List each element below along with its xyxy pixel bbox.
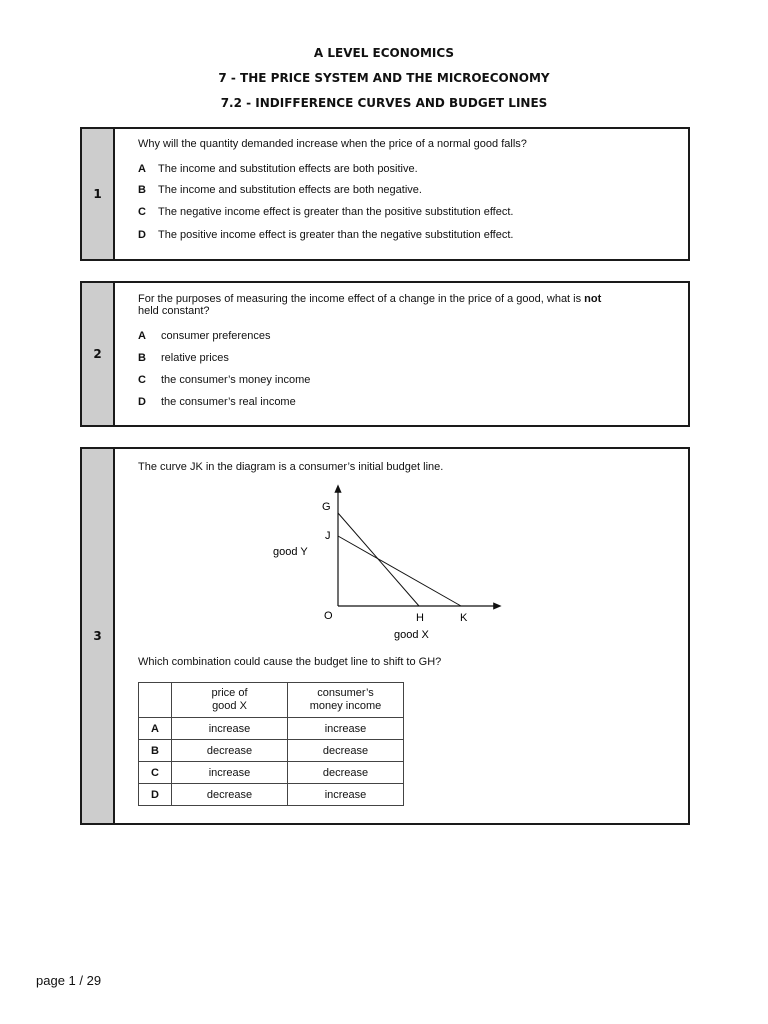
row-income: increase (288, 784, 404, 806)
answer-table (138, 682, 404, 806)
question-number: 1 (82, 129, 115, 259)
row-price: increase (172, 762, 288, 784)
row-letter: B (139, 740, 172, 762)
row-price: decrease (172, 784, 288, 806)
row-letter: C (139, 762, 172, 784)
question-number: 2 (82, 283, 115, 425)
row-income: decrease (288, 740, 404, 762)
table-header-row (139, 683, 404, 718)
row-income: increase (288, 718, 404, 740)
topic-heading: 7 - THE PRICE SYSTEM AND THE MICROECONOMY (218, 71, 550, 85)
point-label-j: J (325, 530, 331, 542)
option-text: The positive income effect is greater than the negative substitution effect. (158, 229, 514, 241)
subtopic-heading: 7.2 - INDIFFERENCE CURVES AND BUDGET LINES (220, 96, 548, 110)
option-text: relative prices (161, 352, 229, 364)
option-text: The income and substitution effects are both negative. (158, 184, 422, 196)
point-label-k: K (460, 612, 468, 624)
question-text: The curve JK in the diagram is a consumer’s initial budget line. (138, 461, 444, 473)
option-letter: C (138, 374, 146, 386)
row-income: decrease (288, 762, 404, 784)
option-letter: A (138, 330, 146, 342)
question-3-prompt: Which combination could cause the budget line to shift to GH? (138, 656, 442, 668)
budget-line-jk (338, 536, 461, 606)
option-letter: D (138, 229, 146, 241)
point-label-h: H (416, 612, 424, 624)
table-row (139, 762, 404, 784)
table-row (139, 740, 404, 762)
page-indicator: page 1 / 29 (36, 973, 102, 988)
emphasis-not: not (584, 293, 602, 305)
table-row (139, 718, 404, 740)
option-letter: B (138, 184, 146, 196)
option-letter: B (138, 352, 146, 364)
option-letter: C (138, 206, 146, 218)
document-title: A LEVEL ECONOMICS (313, 46, 455, 60)
option-text: consumer preferences (161, 330, 271, 342)
question-text: Why will the quantity demanded increase when the price of a normal good falls? (138, 138, 527, 150)
table-header-price: price of good X (172, 683, 288, 718)
option-text: The negative income effect is greater than the positive substitution effect. (158, 206, 514, 218)
question-text: For the purposes of measuring the income effect of a change in the price of a good, what is not held constant? (138, 293, 602, 317)
question-number: 3 (82, 449, 115, 823)
table-header-empty (139, 683, 172, 718)
y-axis-label: good Y (273, 546, 308, 558)
option-text: The income and substitution effects are both positive. (158, 163, 418, 175)
x-axis-label: good X (394, 629, 429, 641)
option-letter: A (138, 163, 146, 175)
option-text: the consumer’s real income (161, 396, 296, 408)
table-header-income: consumer’s money income (288, 683, 404, 718)
row-price: decrease (172, 740, 288, 762)
point-label-o: O (324, 610, 333, 622)
row-letter: D (139, 784, 172, 806)
row-letter: A (139, 718, 172, 740)
option-text: the consumer’s money income (161, 374, 311, 386)
row-price: increase (172, 718, 288, 740)
table-row (139, 784, 404, 806)
point-label-g: G (322, 501, 331, 513)
option-letter: D (138, 396, 146, 408)
